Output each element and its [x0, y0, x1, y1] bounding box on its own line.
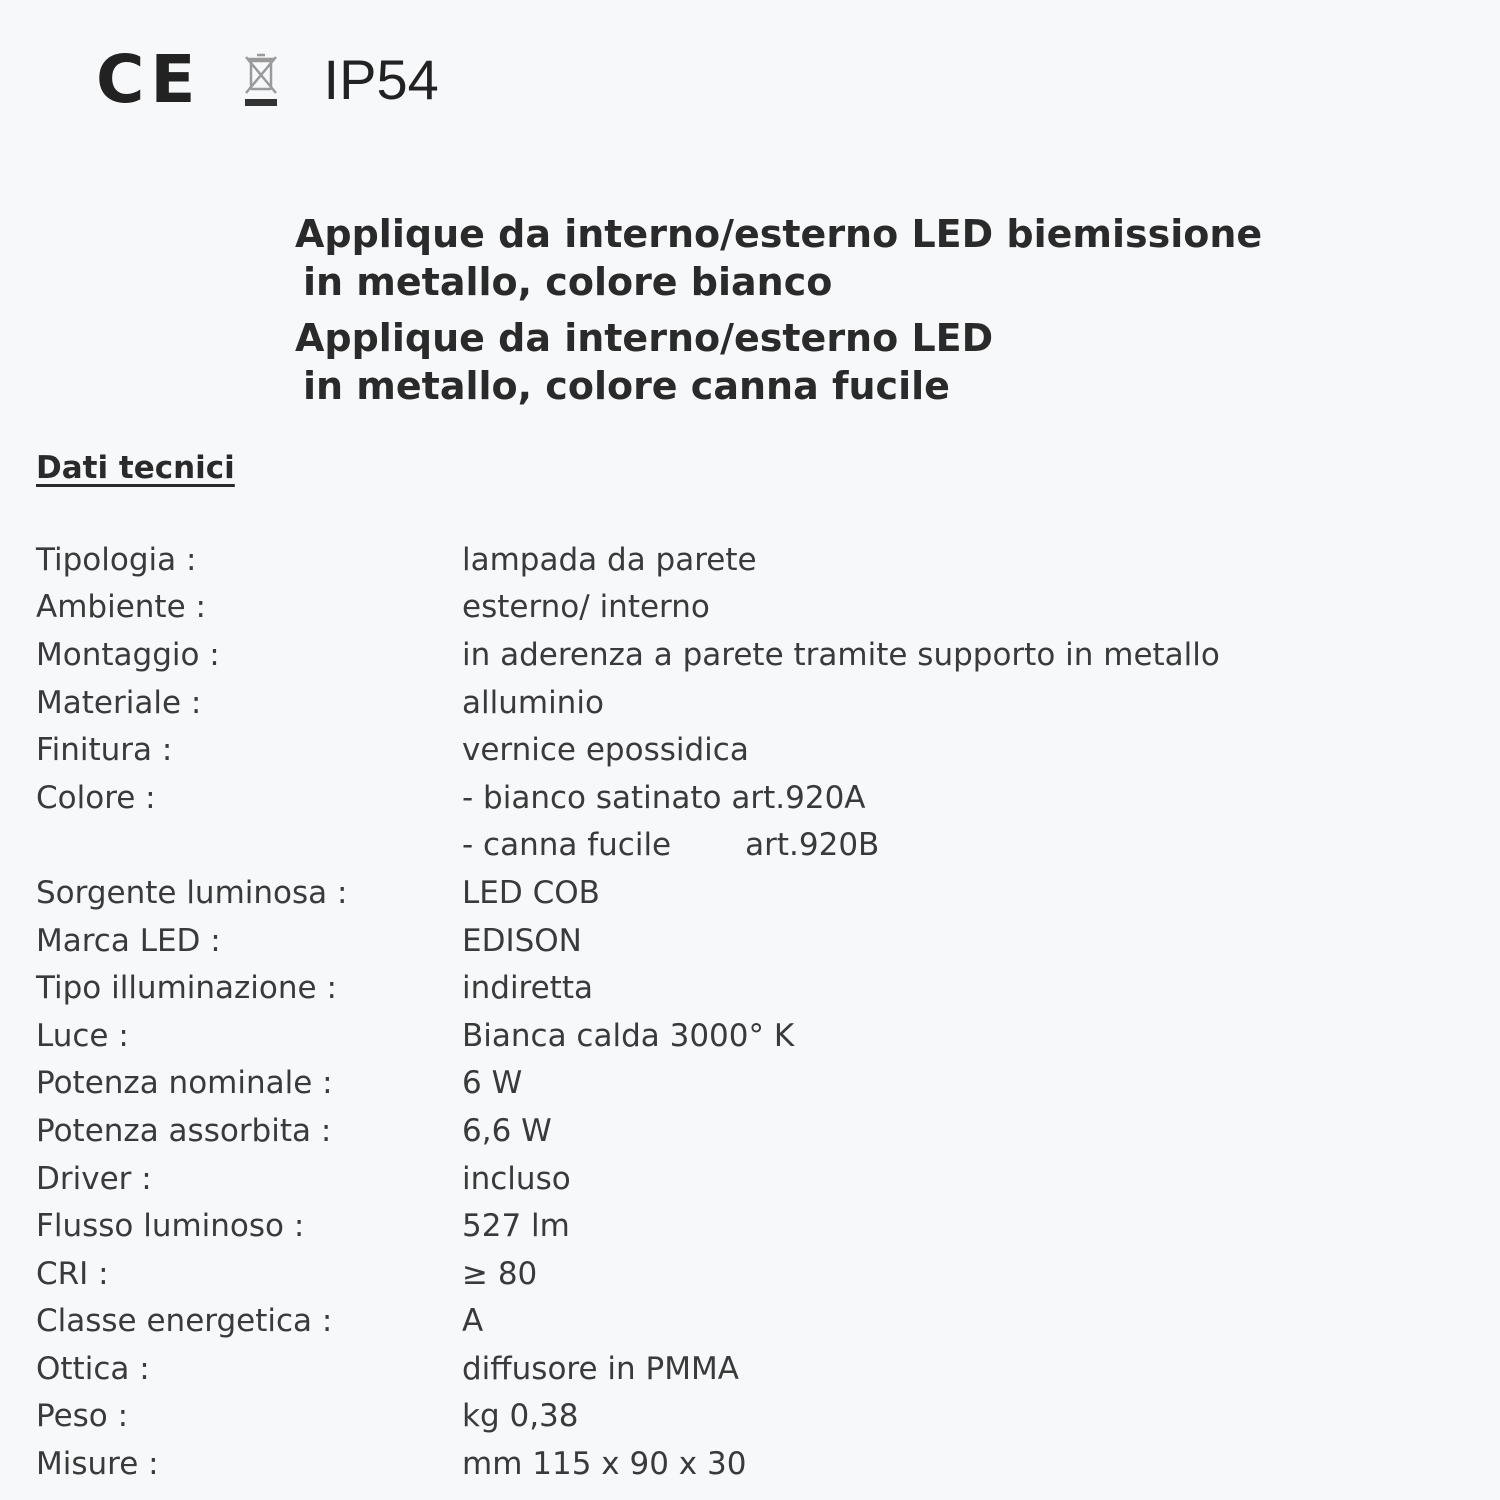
spec-value: A: [462, 1303, 484, 1340]
spec-value: ≥ 80: [462, 1255, 538, 1292]
spec-value: alluminio: [462, 684, 604, 721]
spec-value: 527 lm: [462, 1208, 570, 1245]
spec-label: Ambiente :: [36, 589, 206, 626]
spec-value: in aderenza a parete tramite supporto in metallo: [462, 636, 1220, 673]
spec-label: Misure :: [36, 1446, 159, 1483]
spec-label: CRI :: [36, 1255, 109, 1292]
spec-row: [36, 631, 1476, 679]
spec-row: [36, 774, 1476, 822]
spec-row: [36, 679, 1476, 727]
product-title-white-line-2: in metallo, colore bianco: [303, 260, 833, 304]
spec-value: 6 W: [462, 1065, 523, 1102]
spec-row: [36, 1345, 1476, 1393]
spec-label: Classe energetica :: [36, 1303, 333, 1340]
product-title-gunmetal-line-2: in metallo, colore canna fucile: [303, 364, 950, 408]
spec-row: [36, 1298, 1476, 1346]
spec-row: [36, 536, 1476, 584]
spec-label: Montaggio :: [36, 636, 220, 673]
spec-value: [462, 827, 1476, 863]
product-titles: [295, 210, 1262, 410]
spec-label: Ottica :: [36, 1350, 150, 1387]
crossed-out-bin-icon: [238, 49, 284, 111]
spec-row: [36, 1107, 1476, 1155]
spec-row: [36, 869, 1476, 917]
spec-value: mm 115 x 90 x 30: [462, 1446, 747, 1483]
product-title-white-line-1: Applique da interno/esterno LED biemissione: [295, 212, 1263, 256]
spec-label: Tipo illuminazione :: [36, 970, 337, 1007]
spec-label: Sorgente luminosa :: [36, 874, 348, 911]
spec-row: [36, 1250, 1476, 1298]
ce-mark: CE: [96, 41, 202, 118]
spec-label: Flusso luminoso :: [36, 1208, 305, 1245]
spec-value: vernice epossidica: [462, 732, 749, 769]
spec-value: EDISON: [462, 922, 582, 959]
spec-row: [36, 917, 1476, 965]
spec-label: Luce :: [36, 1017, 129, 1054]
spec-value: - bianco satinato art.920A: [462, 779, 866, 816]
spec-table: [36, 536, 1476, 1488]
spec-label: Finitura :: [36, 732, 173, 769]
section-heading: Dati tecnici: [36, 450, 235, 486]
spec-row: [36, 964, 1476, 1012]
spec-row: [36, 584, 1476, 632]
spec-row: [36, 1060, 1476, 1108]
spec-row: [36, 1012, 1476, 1060]
product-title-gunmetal-line-1: Applique da interno/esterno LED: [295, 316, 994, 360]
spec-value: incluso: [462, 1160, 571, 1197]
spec-label: Colore :: [36, 779, 156, 816]
spec-value: kg 0,38: [462, 1398, 579, 1435]
spec-row: [36, 1440, 1476, 1488]
ip-rating: IP54: [323, 48, 439, 111]
spec-value: 6,6 W: [462, 1112, 552, 1149]
spec-value-text: - canna fucile: [462, 827, 672, 864]
spec-label: Marca LED :: [36, 922, 221, 959]
spec-label: Tipologia :: [36, 541, 197, 578]
spec-value: Bianca calda 3000° K: [462, 1017, 795, 1054]
spec-row: [36, 726, 1476, 774]
spec-value: lampada da parete: [462, 541, 757, 578]
spec-row: [36, 1155, 1476, 1203]
spec-value: indiretta: [462, 970, 593, 1007]
spec-label: Materiale :: [36, 684, 202, 721]
spec-label: Driver :: [36, 1160, 152, 1197]
spec-label: Potenza assorbita :: [36, 1112, 332, 1149]
spec-label: Potenza nominale :: [36, 1065, 333, 1102]
spec-value: diffusore in PMMA: [462, 1350, 739, 1387]
spec-value: esterno/ interno: [462, 589, 710, 626]
spec-value-extra: art.920B: [745, 827, 880, 864]
spec-row: [36, 1393, 1476, 1441]
spec-value: LED COB: [462, 874, 600, 911]
spec-label: Peso :: [36, 1398, 129, 1435]
certification-marks: [96, 40, 439, 120]
spec-row: [36, 1202, 1476, 1250]
spec-row: [36, 822, 1476, 870]
